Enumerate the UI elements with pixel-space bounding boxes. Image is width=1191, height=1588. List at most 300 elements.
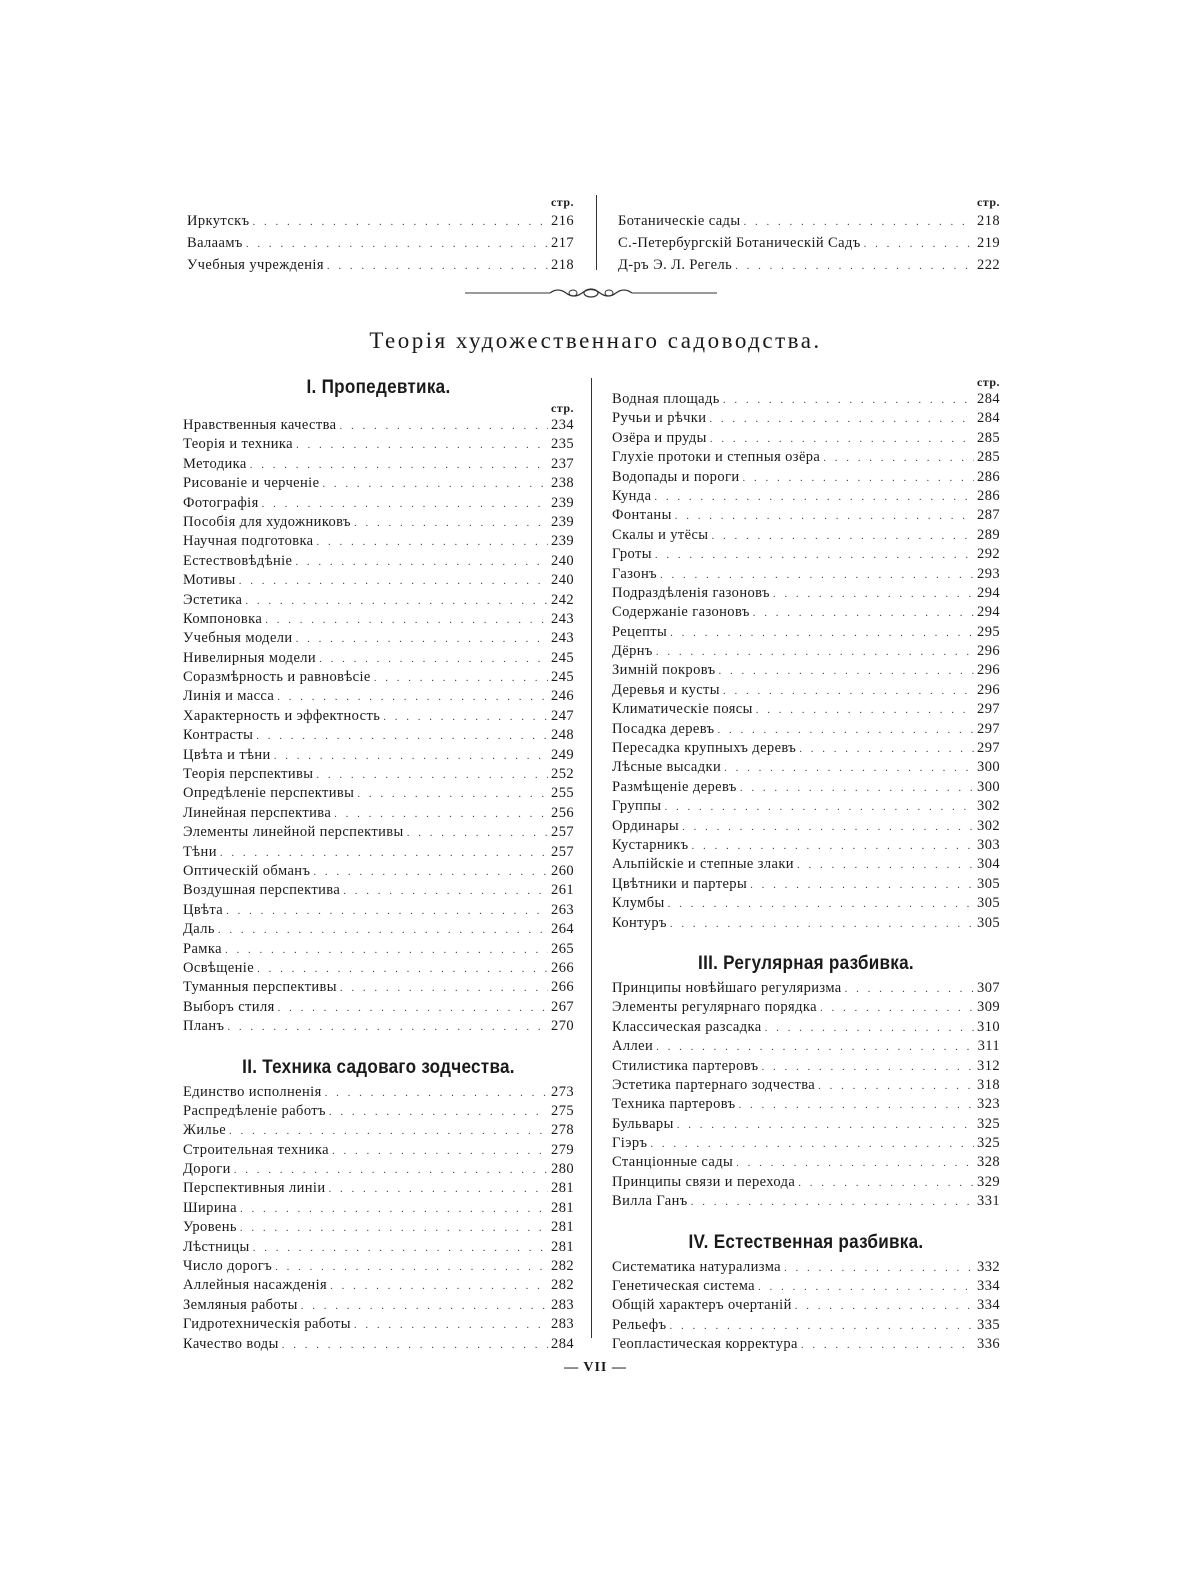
toc-entry — [612, 603, 1000, 622]
page-column-label: стр. — [550, 195, 574, 209]
toc-entry-page: 294 — [977, 604, 1000, 621]
toc-entry-title: Рецепты — [612, 623, 668, 640]
toc-entry — [183, 843, 574, 862]
toc-entry-title: Зимній покровъ — [612, 662, 716, 679]
dot-leader — [262, 495, 548, 514]
toc-entry-title: Принципы новѣйшаго регуляризма — [612, 979, 842, 996]
dot-leader — [354, 514, 548, 533]
toc-entry-title: Глухіе протоки и степныя озёра — [612, 449, 821, 466]
toc-entry — [183, 571, 574, 590]
toc-entry-title: Кустарникъ — [612, 836, 689, 853]
toc-entry-title: Строительная техника — [183, 1141, 329, 1158]
toc-entry — [612, 1076, 1000, 1095]
toc-entry-title: Станціонные сады — [612, 1154, 734, 1171]
dot-leader — [740, 779, 974, 798]
toc-entry-title: Тѣни — [183, 843, 217, 860]
dot-leader — [660, 566, 974, 585]
dot-leader — [330, 1277, 548, 1296]
dot-leader — [797, 856, 974, 875]
toc-entry — [183, 494, 574, 513]
toc-entry-title: Стилистика партеровъ — [612, 1057, 759, 1074]
toc-entry-title: Гіэръ — [612, 1135, 648, 1152]
toc-entry-page: 247 — [551, 707, 574, 724]
column-divider — [596, 195, 597, 270]
toc-entry — [183, 1141, 574, 1160]
dot-leader — [282, 1336, 548, 1355]
toc-entry — [183, 435, 574, 454]
dot-leader — [820, 999, 974, 1018]
toc-entry — [183, 610, 574, 629]
toc-entry-page: 257 — [551, 824, 574, 841]
toc-entry-title: Принципы связи и перехода — [612, 1173, 796, 1190]
toc-entry-page: 284 — [977, 391, 1000, 407]
toc-entry-title: Кунда — [612, 487, 652, 504]
toc-entry-page: 300 — [977, 778, 1000, 795]
dot-leader — [675, 507, 974, 526]
toc-entry-page: 273 — [551, 1083, 574, 1100]
toc-entry — [612, 448, 1000, 467]
toc-entry-page: 310 — [977, 1018, 1000, 1035]
toc-entry-page: 325 — [977, 1115, 1000, 1132]
toc-entry — [612, 1277, 1000, 1296]
dot-leader — [245, 592, 548, 611]
toc-entry-page: 297 — [977, 720, 1000, 737]
dot-leader — [758, 1278, 974, 1297]
toc-entry — [183, 920, 574, 939]
dot-leader — [239, 572, 548, 591]
dot-leader — [226, 902, 548, 921]
toc-entry-title: Воздушная перспектива — [183, 882, 341, 899]
dot-leader — [265, 611, 548, 630]
toc-entry-page: 305 — [977, 875, 1000, 892]
top-right-column — [618, 195, 1000, 276]
toc-entry-page: 239 — [551, 513, 574, 530]
toc-entry-page: 318 — [977, 1076, 1000, 1093]
page-column-label: стр. — [550, 401, 574, 415]
toc-entry-title: Классическая разсадка — [612, 1018, 762, 1035]
toc-entry — [612, 1316, 1000, 1335]
toc-entry-title: Число дорогъ — [183, 1258, 273, 1275]
toc-entry-title: Соразмѣрность и равновѣсіе — [183, 669, 371, 686]
dot-leader — [677, 1116, 974, 1135]
toc-entry — [612, 584, 1000, 603]
toc-entry-page: 296 — [977, 662, 1000, 679]
dot-leader — [650, 1135, 974, 1154]
dot-leader — [655, 546, 974, 565]
toc-entry-page: 263 — [551, 901, 574, 918]
toc-entry-title: Планъ — [183, 1018, 225, 1035]
toc-entry — [183, 823, 574, 842]
toc-entry-title: Опредѣленіе перспективы — [183, 785, 355, 802]
toc-list — [183, 416, 574, 1037]
toc-entry — [618, 232, 1000, 254]
toc-entry — [612, 1296, 1000, 1315]
toc-entry-page: 325 — [977, 1135, 1000, 1152]
toc-entry-title: Освѣщеніе — [183, 959, 255, 976]
dot-leader — [296, 436, 548, 455]
dot-leader — [818, 1077, 974, 1096]
toc-entry-title: Цвѣтники и партеры — [612, 875, 748, 892]
toc-entry-page: 305 — [977, 895, 1000, 912]
main-left-column — [183, 375, 574, 1354]
toc-entry — [612, 1258, 1000, 1277]
dot-leader — [692, 837, 975, 856]
toc-entry-page: 331 — [977, 1193, 1000, 1210]
dot-leader — [742, 469, 974, 488]
toc-entry-page: 297 — [977, 701, 1000, 718]
toc-entry-page: 240 — [551, 552, 574, 569]
dot-leader — [374, 669, 548, 688]
toc-entry — [612, 506, 1000, 525]
toc-entry-page: 294 — [977, 584, 1000, 601]
dot-leader — [253, 211, 549, 233]
toc-entry — [183, 1238, 574, 1257]
toc-entry — [183, 1121, 574, 1140]
toc-entry-page: 245 — [551, 649, 574, 666]
dot-leader — [313, 863, 548, 882]
toc-entry — [183, 901, 574, 920]
toc-entry-title: Линія и масса — [183, 688, 275, 705]
toc-entry — [612, 778, 1000, 797]
dot-leader — [225, 941, 548, 960]
toc-entry-title: Газонъ — [612, 565, 658, 582]
toc-entry — [612, 623, 1000, 642]
toc-entry — [612, 1115, 1000, 1134]
toc-entry-page: 302 — [977, 798, 1000, 815]
toc-entry-page: 257 — [551, 843, 574, 860]
toc-entry — [183, 784, 574, 803]
toc-entry-title: Жилье — [183, 1122, 227, 1139]
toc-entry-page: 239 — [551, 533, 574, 550]
toc-entry-page: 300 — [977, 759, 1000, 776]
toc-entry-page: 245 — [551, 669, 574, 686]
toc-entry — [612, 661, 1000, 680]
toc-entry-title: Геопластическая корректура — [612, 1336, 798, 1353]
dot-leader — [339, 417, 548, 436]
toc-entry — [183, 978, 574, 997]
toc-entry-page: 283 — [551, 1316, 574, 1333]
toc-entry-title: Лѣсные высадки — [612, 759, 722, 776]
toc-entry-page: 246 — [551, 688, 574, 705]
dot-leader — [234, 1161, 548, 1180]
toc-entry-title: Эстетика партернаго зодчества — [612, 1076, 816, 1093]
toc-entry-title: Научная подготовка — [183, 533, 314, 550]
toc-entry-page: 281 — [551, 1219, 574, 1236]
toc-entry — [612, 1335, 1000, 1354]
toc-entry-title: Перспективныя линіи — [183, 1180, 326, 1197]
dot-leader — [717, 721, 974, 740]
dot-leader — [296, 630, 548, 649]
toc-entry-title: Подраздѣленія газоновъ — [612, 584, 770, 601]
toc-entry-page: 336 — [977, 1336, 1000, 1353]
toc-entry — [183, 1199, 574, 1218]
dot-leader — [845, 980, 974, 999]
toc-entry-title: Мотивы — [183, 572, 236, 589]
toc-entry — [612, 487, 1000, 506]
toc-entry-page: 217 — [551, 235, 574, 251]
dot-leader — [765, 1019, 974, 1038]
toc-entry-title: Учебныя учрежденія — [187, 257, 324, 273]
toc-entry — [612, 855, 1000, 874]
toc-entry-title: Учебныя модели — [183, 630, 293, 647]
dot-leader — [256, 727, 548, 746]
toc-entry-page: 303 — [977, 836, 1000, 853]
toc-entry — [183, 765, 574, 784]
toc-entry-title: Единство исполненія — [183, 1083, 322, 1100]
toc-entry-page: 270 — [551, 1018, 574, 1035]
toc-entry — [183, 532, 574, 551]
toc-entry — [612, 1057, 1000, 1076]
toc-entry-title: Деревья и кусты — [612, 681, 720, 698]
toc-entry-title: Ботаническіе сады — [618, 213, 741, 229]
toc-entry — [612, 758, 1000, 777]
dot-leader — [709, 410, 974, 429]
toc-entry-page: 252 — [551, 766, 574, 783]
toc-entry-page: 279 — [551, 1141, 574, 1158]
toc-entry-page: 281 — [551, 1238, 574, 1255]
dot-leader — [354, 1316, 548, 1335]
toc-entry-page: 284 — [551, 1335, 574, 1352]
toc-entry-page: 332 — [977, 1258, 1000, 1275]
dot-leader — [316, 766, 548, 785]
toc-entry — [612, 642, 1000, 661]
toc-entry-page: 289 — [977, 526, 1000, 543]
toc-entry-title: Водная площадь — [612, 391, 720, 407]
dot-leader — [753, 604, 974, 623]
toc-entry-title: Бульвары — [612, 1115, 674, 1132]
toc-entry-title: Качество воды — [183, 1335, 279, 1352]
toc-entry-page: 260 — [551, 862, 574, 879]
toc-entry-title: Пересадка крупныхъ деревъ — [612, 740, 797, 757]
dot-leader — [322, 475, 548, 494]
toc-entry-page: 216 — [551, 213, 574, 229]
toc-entry-page: 311 — [977, 1038, 1000, 1055]
toc-entry — [612, 1192, 1000, 1211]
toc-entry — [183, 959, 574, 978]
toc-entry-title: Посадка деревъ — [612, 720, 715, 737]
toc-entry — [612, 817, 1000, 836]
toc-entry-title: Генетическая система — [612, 1278, 756, 1295]
toc-entry-title: Д-ръ Э. Л. Регель — [618, 257, 733, 273]
toc-entry-title: Теорія и техника — [183, 436, 293, 453]
dot-leader — [670, 624, 974, 643]
toc-entry — [612, 894, 1000, 913]
toc-list — [612, 390, 1000, 933]
toc-entry — [612, 979, 1000, 998]
toc-entry-title: Линейная перспектива — [183, 804, 332, 821]
toc-entry — [183, 1179, 574, 1198]
toc-entry-page: 249 — [551, 746, 574, 763]
toc-entry-title: Гидротехническія работы — [183, 1316, 351, 1333]
toc-entry — [612, 1153, 1000, 1172]
dot-leader — [295, 553, 548, 572]
section-heading: III. Регулярная разбивка. — [698, 952, 914, 974]
toc-entry-page: 282 — [551, 1277, 574, 1294]
page-column-label: стр. — [976, 195, 1000, 209]
dot-leader — [668, 895, 974, 914]
toc-entry-title: Ручьи и рѣчки — [612, 410, 707, 427]
toc-list — [183, 1083, 574, 1354]
toc-entry-title: Нравственныя качества — [183, 417, 337, 433]
dot-leader — [795, 1297, 974, 1316]
dot-leader — [329, 1180, 549, 1199]
dot-leader — [229, 1122, 548, 1141]
toc-entry — [183, 1296, 574, 1315]
toc-entry — [183, 552, 574, 571]
toc-entry-page: 280 — [551, 1161, 574, 1178]
toc-entry — [618, 210, 1000, 232]
toc-entry-page: 307 — [977, 979, 1000, 996]
dot-leader — [682, 818, 974, 837]
toc-entry — [183, 591, 574, 610]
toc-entry — [612, 409, 1000, 428]
toc-entry-page: 243 — [551, 630, 574, 647]
toc-entry-title: Клумбы — [612, 895, 665, 912]
dot-leader — [274, 747, 548, 766]
toc-entry — [183, 726, 574, 745]
toc-entry-page: 285 — [977, 429, 1000, 446]
toc-entry-title: Скалы и утёсы — [612, 526, 709, 543]
toc-entry-title: Контрасты — [183, 727, 254, 744]
section-heading: II. Техника садоваго зодчества. — [242, 1056, 515, 1078]
toc-list — [618, 210, 1000, 276]
toc-entry-title: Теорія перспективы — [183, 766, 314, 783]
toc-entry — [612, 998, 1000, 1017]
toc-entry-page: 285 — [977, 449, 1000, 466]
toc-entry-title: Дороги — [183, 1161, 231, 1178]
toc-entry-page: 222 — [977, 257, 1000, 273]
dot-leader — [227, 1018, 548, 1037]
toc-entry-page: 281 — [551, 1199, 574, 1216]
toc-entry-page: 240 — [551, 572, 574, 589]
dot-leader — [240, 1200, 548, 1219]
toc-entry — [183, 881, 574, 900]
dot-leader — [278, 999, 548, 1018]
toc-entry-title: Альпійскіе и степные злаки — [612, 856, 794, 873]
toc-entry-page: 256 — [551, 804, 574, 821]
toc-entry-title: Элементы линейной перспективы — [183, 824, 404, 841]
section-heading: IV. Естественная разбивка. — [688, 1231, 924, 1253]
dot-leader — [670, 915, 974, 934]
toc-entry-title: Размѣщеніе деревъ — [612, 778, 737, 795]
toc-entry-page: 218 — [977, 213, 1000, 229]
toc-entry-page: 328 — [977, 1154, 1000, 1171]
toc-entry — [183, 474, 574, 493]
dot-leader — [654, 488, 974, 507]
toc-entry-title: Методика — [183, 455, 247, 472]
toc-entry-title: Дёрнъ — [612, 643, 653, 660]
toc-entry-page: 234 — [551, 417, 574, 433]
toc-entry-title: Фонтаны — [612, 507, 672, 524]
toc-entry-page: 305 — [977, 914, 1000, 931]
section-heading: I. Пропедевтика. — [306, 377, 451, 398]
toc-entry-page: 334 — [977, 1297, 1000, 1314]
dot-leader — [240, 1219, 548, 1238]
toc-entry — [183, 707, 574, 726]
toc-entry-title: Эстетика — [183, 591, 243, 608]
toc-entry-page: 235 — [551, 436, 574, 453]
toc-entry-page: 243 — [551, 610, 574, 627]
toc-entry — [183, 940, 574, 959]
dot-leader — [220, 844, 548, 863]
toc-entry-title: Водопады и пороги — [612, 468, 740, 485]
dot-leader — [711, 527, 974, 546]
toc-entry-title: Фотографія — [183, 494, 259, 511]
dot-leader — [719, 662, 975, 681]
dot-leader — [332, 1142, 548, 1161]
toc-entry — [612, 681, 1000, 700]
main-title: Теорія художественнаго садоводства. — [369, 328, 822, 353]
toc-entry — [183, 1257, 574, 1276]
toc-entry — [612, 875, 1000, 894]
toc-entry-page: 283 — [551, 1296, 574, 1313]
toc-entry — [183, 1102, 574, 1121]
toc-entry-page: 295 — [977, 623, 1000, 640]
toc-entry-title: Техника партеровъ — [612, 1096, 736, 1113]
toc-entry-page: 282 — [551, 1258, 574, 1275]
dot-leader — [773, 585, 974, 604]
toc-entry-title: Аллейныя насажденія — [183, 1277, 328, 1294]
toc-entry-title: Вилла Ганъ — [612, 1193, 688, 1210]
toc-entry-page: 296 — [977, 681, 1000, 698]
toc-entry-title: Распредѣленіе работъ — [183, 1102, 326, 1119]
dot-leader — [723, 682, 974, 701]
toc-entry-title: Цвѣта и тѣни — [183, 746, 271, 763]
toc-entry-page: 255 — [551, 785, 574, 802]
toc-entry-title: Естествовѣдѣніе — [183, 552, 293, 569]
toc-entry — [183, 1315, 574, 1334]
toc-entry-page: 293 — [977, 565, 1000, 582]
toc-entry-title: Систематика натурализма — [612, 1258, 782, 1275]
toc-entry-page: 238 — [551, 475, 574, 492]
toc-entry — [183, 998, 574, 1017]
toc-entry-page: 261 — [551, 882, 574, 899]
toc-entry-title: Климатическіе поясы — [612, 701, 753, 718]
dot-leader — [739, 1096, 975, 1115]
toc-entry-title: Нивелирныя модели — [183, 649, 317, 666]
toc-entry-title: Цвѣта — [183, 901, 224, 918]
dot-leader — [801, 1336, 974, 1355]
toc-entry — [612, 468, 1000, 487]
toc-entry-title: Оптическій обманъ — [183, 862, 311, 879]
dot-leader — [327, 255, 548, 277]
ornament-divider — [465, 283, 717, 303]
toc-entry-page: 302 — [977, 817, 1000, 834]
dot-leader — [277, 688, 548, 707]
dot-leader — [343, 882, 548, 901]
toc-entry — [187, 232, 574, 254]
dot-leader — [407, 824, 548, 843]
toc-entry-title: Даль — [183, 921, 215, 938]
toc-entry-page: 219 — [977, 235, 1000, 251]
toc-entry — [187, 254, 574, 276]
toc-entry — [183, 1083, 574, 1102]
toc-list — [612, 979, 1000, 1212]
toc-entry-title: Рисованіе и черченіе — [183, 475, 320, 492]
toc-entry-page: 265 — [551, 940, 574, 957]
toc-entry-title: Ширина — [183, 1199, 237, 1216]
dot-leader — [784, 1259, 974, 1278]
toc-entry-title: Туманныя перспективы — [183, 979, 337, 996]
toc-entry-title: Лѣстницы — [183, 1238, 250, 1255]
toc-entry-title: Выборъ стиля — [183, 998, 275, 1015]
toc-entry-page: 267 — [551, 998, 574, 1015]
top-left-column — [187, 195, 574, 276]
dot-leader — [246, 233, 548, 255]
toc-entry — [612, 545, 1000, 564]
toc-entry-page: 278 — [551, 1122, 574, 1139]
toc-entry-title: Иркутскъ — [187, 213, 250, 229]
